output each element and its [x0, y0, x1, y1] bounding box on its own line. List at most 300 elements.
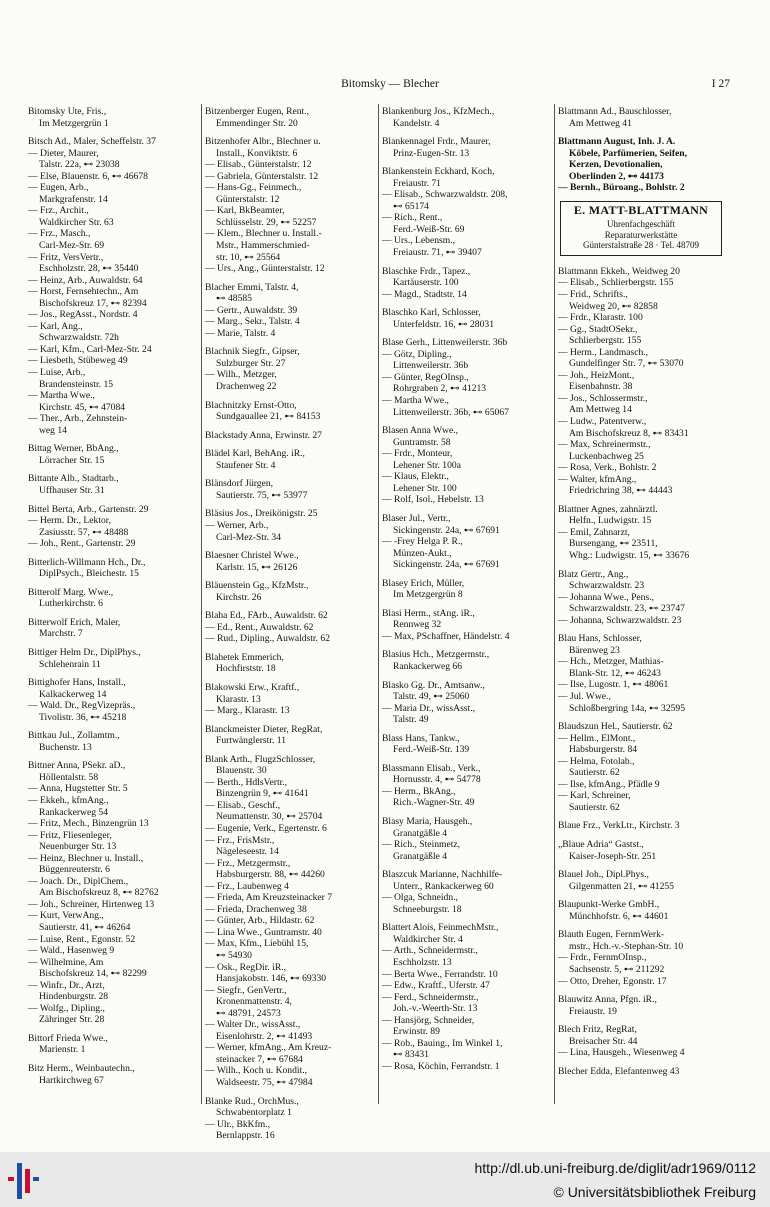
entry-line: — Fritz, Mech., Binzengrün 13: [28, 818, 149, 830]
entry-line: Gilgenmatten 21, ⊷ 41255: [569, 880, 674, 892]
entry-line: Talstr. 22a, ⊷ 23038: [39, 159, 120, 171]
entry-line: — Joh., HeizMont.,: [558, 369, 635, 381]
entry-line: — Hans-Gg., Feinmech.,: [205, 182, 302, 194]
entry-line: — Frz., Masch.,: [28, 228, 91, 240]
entry-line: Blankennagel Frdr., Maurer,: [382, 136, 491, 148]
entry-line: Bittel Berta, Arb., Gartenstr. 29: [28, 503, 149, 515]
column-rule: [554, 104, 555, 1104]
entry-line: — Werner, Arb.,: [205, 519, 269, 531]
entry-line: Habsburgerstr. 84: [569, 744, 638, 756]
column-4-top: [558, 106, 728, 194]
entry-line: Hansjakobstr. 146, ⊷ 69330: [216, 973, 327, 985]
entry-line: — Eugenie, Verk., Egertenstr. 6: [205, 822, 327, 834]
entry-line: Eisenbahnstr. 38: [569, 381, 633, 393]
entry-line: — Horst, Fernsehtechn., Am: [28, 286, 139, 298]
entry-line: Neuenburger Str. 13: [39, 841, 117, 853]
entry-line: Münchhofstr. 6, ⊷ 44601: [569, 910, 669, 922]
entry-line: — Ferd., Schneidermstr.,: [382, 991, 479, 1003]
entry-line: Weidweg 20, ⊷ 82858: [569, 300, 658, 312]
entry-line: — Ilse, Lugostr. 1, ⊷ 48061: [558, 679, 669, 691]
entry-line: Rennweg 32: [393, 619, 442, 631]
directory-entry: [558, 633, 728, 714]
directory-entry: [382, 763, 552, 809]
directory-entry: [558, 820, 728, 832]
entry-line: Blasi Herm., stAng. iR.,: [382, 607, 475, 619]
entry-line: Bittighofer Hans, Install.,: [28, 677, 126, 689]
entry-line: — Ther., Arb., Zehnstein-: [28, 413, 128, 425]
directory-entry: [382, 680, 552, 726]
entry-line: Littenweilerstr. 36b, ⊷ 65067: [393, 406, 509, 418]
entry-line: Sautierstr. 75, ⊷ 53977: [216, 489, 308, 501]
entry-line: — Frdr., Klarastr. 100: [558, 312, 643, 324]
entry-line: — Wald., Hasenweg 9: [28, 945, 115, 957]
entry-line: — Helma, Fotolab.,: [558, 755, 635, 767]
entry-line: Höllentalstr. 58: [39, 771, 99, 783]
entry-line: — Wilh., Metzger,: [205, 369, 277, 381]
ub-freiburg-logo-icon: [6, 1161, 40, 1201]
entry-line: — Johanna Wwe., Pens.,: [558, 591, 655, 603]
column-4: [558, 106, 728, 1084]
entry-line: Neumattenstr. 30, ⊷ 25704: [216, 811, 323, 823]
directory-entry: [205, 652, 375, 675]
ad-line: Reparaturwerkstätte: [604, 229, 678, 240]
entry-line: — Ulr., BkKfm.,: [205, 1118, 271, 1130]
entry-line: Brandensteinstr. 15: [39, 378, 114, 390]
entry-line: Blahetek Emmerich,: [205, 651, 284, 663]
page-number: I 27: [711, 78, 730, 90]
entry-line: Am Mettweg 41: [569, 117, 632, 129]
entry-line: Emmendinger Str. 20: [216, 117, 298, 129]
directory-entry: [558, 1024, 728, 1059]
entry-line: — Bernh., Büroang., Bohlstr. 2: [558, 182, 685, 194]
entry-line: Talstr. 49: [393, 714, 429, 726]
entry-line: Talstr. 49, ⊷ 25060: [393, 691, 470, 703]
entry-line: — Joh., Rent., Gartenstr. 29: [28, 538, 136, 550]
entry-line: Helfn., Ludwigstr. 15: [569, 515, 652, 527]
directory-entry: [558, 1066, 728, 1078]
entry-line: — Hch., Metzger, Mathias-: [558, 656, 664, 668]
column-rule: [201, 104, 202, 1104]
entry-line: — Ilse, kfmAng., Pfädle 9: [558, 778, 660, 790]
entry-line: — Fritz, Fliesenleger,: [28, 829, 112, 841]
entry-line: ⊷ 54930: [216, 950, 252, 961]
entry-line: — Herm. Dr., Lektor,: [28, 515, 112, 527]
entry-line: — Hellm., ElMont.,: [558, 732, 636, 744]
entry-line: Bittorf Frieda Wwe.,: [28, 1032, 108, 1044]
entry-line: Im Metzgergrün 1: [39, 117, 109, 129]
entry-line: — Herm., Landmasch.,: [558, 346, 649, 358]
entry-line: — Gg., StadtOSekr.,: [558, 323, 638, 335]
entry-line: Bitz Herm., Weinbautechn.,: [28, 1063, 135, 1075]
entry-line: — Berta Wwe., Ferrandstr. 10: [382, 968, 498, 980]
entry-line: Gundelfinger Str. 7, ⊷ 53070: [569, 358, 684, 370]
entry-line: Freiaustr. 71, ⊷ 39407: [393, 247, 482, 259]
entry-line: — Ed., Rent., Auwaldstr. 62: [205, 621, 314, 633]
entry-line: — Gertr., Auwaldstr. 39: [205, 304, 298, 316]
entry-line: steinacker 7, ⊷ 67684: [216, 1053, 303, 1065]
entry-line: — Lina, Hausgeh., Wiesenweg 4: [558, 1047, 685, 1059]
entry-line: Kartäuserstr. 100: [393, 277, 459, 289]
entry-line: Blank Arth., FlugzSchlosser,: [205, 753, 316, 765]
directory-entry: [28, 647, 198, 670]
entry-line: — Karl, Kfm., Carl-Mez-Str. 24: [28, 343, 152, 355]
entry-line: Kalkackerweg 14: [39, 688, 107, 700]
entry-line: — Luise, Rent., Egonstr. 52: [28, 933, 136, 945]
entry-line: — Ludw., Patentverw.,: [558, 415, 647, 427]
directory-entry: [205, 610, 375, 645]
entry-line: Blädel Karl, BehAng. iR.,: [205, 448, 305, 460]
entry-line: Bitzenhofer Albr., Blechner u.: [205, 136, 321, 148]
entry-line: Bitzenberger Eugen, Rent.,: [205, 106, 309, 117]
entry-line: Bischofskreuz 14, ⊷ 82299: [39, 968, 147, 980]
entry-line: Schlüsselstr. 29, ⊷ 52257: [216, 216, 317, 228]
directory-entry: [28, 730, 198, 753]
entry-line: Sautierstr. 62: [569, 801, 620, 813]
entry-line: — Marg., Klarastr. 13: [205, 705, 290, 717]
directory-entry: [28, 504, 198, 550]
entry-line: ⊷ 48791, 24573: [216, 1007, 281, 1019]
entry-line: — Wald. Dr., RegVizepräs.,: [28, 700, 136, 712]
directory-entry: [205, 724, 375, 747]
entry-line: — Ekkeh., kfmAng.,: [28, 794, 109, 806]
directory-entry: [382, 106, 552, 129]
entry-line: — Max, Schreinermstr.,: [558, 439, 651, 451]
entry-line: Zähringer Str. 28: [39, 1014, 105, 1026]
entry-line: Im Metzgergrün 8: [393, 589, 463, 601]
entry-line: Marienstr. 1: [39, 1044, 86, 1056]
directory-entry: [382, 922, 552, 1072]
entry-line: — Götz, Dipling.,: [382, 348, 452, 360]
entry-line: Zasiusstr. 57, ⊷ 48488: [39, 526, 129, 538]
entry-line: — Joach. Dr., DiplChem.,: [28, 875, 129, 887]
directory-entry: [28, 677, 198, 723]
directory-entry: [558, 504, 728, 562]
entry-line: Sulzburger Str. 27: [216, 357, 286, 369]
entry-line: Blacher Emmi, Talstr. 4,: [205, 281, 299, 293]
source-url[interactable]: http://dl.ub.uni-freiburg.de/diglit/adr1969/0112: [474, 1160, 756, 1176]
entry-line: Am Mettweg 14: [569, 404, 632, 416]
entry-line: Waldkircher Str. 4: [393, 933, 463, 945]
entry-line: Kirchstr. 45, ⊷ 47084: [39, 401, 126, 413]
entry-line: Staufener Str. 4: [216, 459, 276, 471]
entry-line: Granatgäßle 4: [393, 827, 448, 839]
directory-entry: [28, 587, 198, 610]
column-rule: [378, 104, 379, 1104]
entry-line: Hornusstr. 4, ⊷ 54778: [393, 774, 481, 786]
entry-line: — Max, Kfm., Liebühl 15,: [205, 938, 309, 950]
entry-line: Blasy Maria, Hausgeh.,: [382, 815, 473, 827]
entry-line: — Heinz, Arb., Auwaldstr. 64: [28, 274, 143, 286]
entry-line: Freiaustr. 19: [569, 1005, 617, 1017]
entry-line: — Rich., Steinmetz,: [382, 839, 461, 851]
entry-line: Blassmann Elisab., Verk.,: [382, 762, 481, 774]
entry-line: — Wolfg., Dipling.,: [28, 1002, 105, 1014]
entry-line: Rankackerweg 54: [39, 806, 108, 818]
directory-entry: [382, 733, 552, 756]
directory-entry: [558, 569, 728, 627]
entry-line: Schlierbergstr. 155: [569, 335, 642, 347]
directory-entry: [205, 550, 375, 573]
entry-line: — Dieter, Maurer,: [28, 147, 99, 159]
entry-line: Bittante Alb., Stadtarb.,: [28, 473, 119, 485]
entry-line: mstr., Hch.-v.-Stephan-Str. 10: [569, 940, 684, 952]
entry-line: — Jul. Wwe.,: [558, 691, 611, 703]
entry-line: — Magd., Stadtstr. 14: [382, 288, 467, 300]
directory-entry: [205, 508, 375, 543]
entry-line: Bläsius Jos., Dreikönigstr. 25: [205, 508, 318, 520]
entry-line: — Martha Wwe.,: [28, 390, 95, 402]
entry-line: Binzengrün 9, ⊷ 41641: [216, 788, 309, 800]
entry-line: Kerzen, Devotionalien,: [569, 159, 663, 171]
entry-line: str. 10, ⊷ 25564: [216, 251, 281, 263]
entry-line: — Heinz, Blechner u. Install.,: [28, 852, 144, 864]
directory-entry: [382, 869, 552, 915]
entry-line: — Gabriela, Günterstalstr. 12: [205, 170, 319, 182]
entry-line: Blank-Str. 12, ⊷ 46243: [569, 667, 661, 679]
entry-line: Münzen-Aukt.,: [393, 547, 452, 559]
entry-line: — Frieda, Am Kreuzsteinacker 7: [205, 892, 333, 904]
entry-line: Sautierstr. 62: [569, 767, 620, 779]
directory-entry: [382, 266, 552, 301]
entry-line: — Frdr., Monteur,: [382, 448, 453, 460]
entry-line: Schwarzwaldstr. 23: [569, 580, 645, 592]
entry-line: Blauel Joh., Dipl.Phys.,: [558, 869, 649, 881]
entry-line: Rich.-Wagner-Str. 49: [393, 797, 475, 809]
entry-line: Blatz Gertr., Ang.,: [558, 568, 629, 580]
directory-entry: [205, 1096, 375, 1142]
entry-line: Blasko Gg. Dr., Amtsanw.,: [382, 679, 485, 691]
entry-line: Unterr., Rankackerweg 60: [393, 880, 494, 892]
directory-entry: [28, 1063, 198, 1086]
entry-line: Freiaustr. 71: [393, 177, 441, 189]
directory-entry: [382, 578, 552, 601]
entry-line: Blaue Frz., VerkLtr., Kirchstr. 3: [558, 820, 680, 832]
column-4-bottom: [558, 266, 728, 1077]
entry-line: Blankenburg Jos., KfzMech.,: [382, 106, 495, 117]
entry-line: Blasey Erich, Müller,: [382, 577, 465, 589]
directory-entry: [382, 166, 552, 258]
entry-line: Hartkirchweg 67: [39, 1074, 104, 1086]
ad-title: E. MATT-BLATTMANN: [573, 202, 709, 217]
entry-line: Klarastr. 13: [216, 693, 261, 705]
directory-entry: [205, 754, 375, 1089]
entry-line: Am Bischofskreuz 8, ⊷ 83431: [569, 427, 689, 439]
directory-entry: [28, 443, 198, 466]
entry-line: Uffhauser Str. 31: [39, 484, 105, 496]
entry-line: Nägeleseestr. 14: [216, 846, 279, 858]
entry-line: Karlstr. 15, ⊷ 26126: [216, 561, 298, 573]
directory-entry: [205, 346, 375, 392]
directory-entry: [28, 617, 198, 640]
entry-line: — Rud., Dipling., Auwaldstr. 62: [205, 633, 330, 645]
entry-line: Prinz-Eugen-Str. 13: [393, 147, 470, 159]
entry-line: — Frdr., FernmOInsp.,: [558, 952, 647, 964]
directory-entry: [558, 136, 728, 194]
entry-line: Blattmann August, Inh. J. A.: [558, 136, 676, 148]
entry-line: Erwinstr. 89: [393, 1026, 440, 1038]
entry-line: — Frz., Laubenweg 4: [205, 880, 289, 892]
entry-line: Am Bischofskreuz 8, ⊷ 82762: [39, 887, 159, 899]
entry-line: Bitterlich-Willmann Hch., Dr.,: [28, 556, 146, 568]
entry-line: Blaschko Karl, Schlosser,: [382, 307, 481, 319]
entry-line: — Herm., BkAng.,: [382, 785, 456, 797]
entry-line: — Wilh., Koch u. Kondit.,: [205, 1065, 308, 1077]
entry-line: Blase Gerh., Littenweilerstr. 36b: [382, 337, 508, 349]
entry-line: Kandelstr. 4: [393, 117, 440, 129]
directory-entry: [205, 430, 375, 442]
entry-line: Blaschke Frdr., Tapez.,: [382, 265, 471, 277]
entry-line: — Martha Wwe.,: [382, 395, 449, 407]
directory-entry: [558, 266, 728, 497]
entry-line: — Elisab., Geschf.,: [205, 799, 281, 811]
entry-line: Bernlappstr. 16: [216, 1130, 275, 1142]
directory-entry: [205, 478, 375, 501]
entry-line: Blech Fritz, RegRat,: [558, 1024, 637, 1036]
directory-entry: [382, 649, 552, 672]
entry-line: Blänsdorf Jürgen,: [205, 478, 274, 490]
entry-line: — Karl, Ang.,: [28, 320, 83, 332]
entry-line: Sickingenstr. 24a, ⊷ 67691: [393, 524, 500, 536]
entry-line: Blaupunkt-Werke GmbH.,: [558, 899, 660, 911]
entry-line: Hochfirststr. 18: [216, 663, 276, 675]
directory-entry: [382, 816, 552, 862]
entry-line: Bittag Werner, BbAng.,: [28, 443, 119, 455]
entry-line: Friedrichring 38, ⊷ 44443: [569, 485, 673, 497]
entry-line: Blachnitzky Ernst-Otto,: [205, 399, 297, 411]
entry-line: — Frz., Metzgermstr.,: [205, 857, 291, 869]
entry-line: Lörracher Str. 15: [39, 454, 105, 466]
entry-line: Joh.-v.-Weerth-Str. 13: [393, 1003, 478, 1015]
entry-line: Eisenlohrstr. 2, ⊷ 41493: [216, 1030, 313, 1042]
directory-entry: [382, 307, 552, 330]
entry-line: — Hansjörg, Schneider,: [382, 1014, 475, 1026]
entry-line: Hindenburgstr. 28: [39, 991, 109, 1003]
directory-entry: [558, 899, 728, 922]
entry-line: — Anna, Hugstetter Str. 5: [28, 783, 128, 795]
entry-line: Blattert Alois, FeinmechMstr.,: [382, 922, 499, 934]
entry-line: — Arth., Schneidermstr.,: [382, 945, 478, 957]
entry-line: Blauth Eugen, FernmWerk-: [558, 929, 665, 941]
entry-line: — Klem., Blechner u. Install.-: [205, 228, 322, 240]
directory-entry: [205, 448, 375, 471]
entry-line: Blecher Edda, Elefantenweg 43: [558, 1065, 680, 1077]
directory-entry: [382, 136, 552, 159]
entry-line: Blaha Ed., FArb., Auwaldstr. 62: [205, 610, 328, 622]
entry-line: — Klaus, Elektr.,: [382, 471, 449, 483]
entry-line: „Blaue Adria“ Gastst.,: [558, 839, 644, 851]
entry-line: Kirchstr. 26: [216, 591, 262, 603]
entry-line: Install., Konviktstr. 6: [216, 147, 298, 159]
entry-line: — Werner, kfmAng., Am Kreuz-: [205, 1042, 332, 1054]
entry-line: Lutherkirchstr. 6: [39, 598, 103, 610]
running-head: Bitomsky — Blecher: [341, 78, 439, 90]
entry-line: — Elisab., Schlierbergstr. 155: [558, 277, 674, 289]
entry-line: — Elisab., Schwarzwaldstr. 208,: [382, 189, 508, 201]
entry-line: — Liesbeth, Stübeweg 49: [28, 355, 128, 367]
ad-line: Günterstalstraße 28 · Tel. 48709: [583, 240, 699, 251]
entry-line: Bitsch Ad., Maler, Scheffelstr. 37: [28, 136, 156, 148]
entry-line: — Günter, RegOInsp.,: [382, 371, 469, 383]
entry-line: Furtwänglerstr. 11: [216, 735, 286, 747]
entry-line: DiplPsych., Bleichestr. 15: [39, 568, 139, 580]
entry-line: Breisacher Str. 44: [569, 1035, 638, 1047]
entry-line: Eschholzstr. 13: [393, 957, 452, 968]
entry-line: Bitomsky Ute, Fris.,: [28, 106, 107, 117]
entry-line: — Joh., Schreiner, Hirtenweg 13: [28, 898, 155, 910]
entry-line: — Eugen, Arb.,: [28, 182, 89, 194]
entry-line: — Otto, Dreher, Egonstr. 17: [558, 975, 667, 987]
entry-line: — Emil, Zahnarzt,: [558, 526, 630, 538]
entry-line: Lehener Str. 100: [393, 482, 457, 494]
directory-entry: [382, 425, 552, 506]
directory-entry: [28, 136, 198, 436]
entry-line: — Maria Dr., wissAsst.,: [382, 702, 476, 714]
directory-entry: [558, 839, 728, 862]
entry-line: Blaesner Christel Wwe.,: [205, 550, 299, 562]
entry-line: — Rob., Bauing., Im Winkel 1,: [382, 1037, 503, 1049]
directory-entry: [205, 400, 375, 423]
entry-line: Buchenstr. 13: [39, 741, 92, 753]
directory-entry: [558, 106, 728, 129]
entry-line: Markgrafenstr. 14: [39, 193, 108, 205]
entry-line: Granatgäßle 4: [393, 850, 448, 862]
entry-line: ⊷ 65174: [393, 200, 429, 212]
entry-line: Carl-Mez-Str. 69: [39, 240, 105, 252]
entry-line: Sundgauallee 21, ⊷ 84153: [216, 411, 321, 423]
entry-line: Blasius Hch., Metzgermstr.,: [382, 649, 490, 661]
entry-line: Blauwitz Anna, Pfgn. iR.,: [558, 994, 657, 1006]
entry-line: ⊷ 48585: [216, 293, 252, 305]
entry-line: — Winfr., Dr., Arzt,: [28, 979, 105, 991]
entry-line: Blattmann Ekkeh., Weidweg 20: [558, 265, 680, 277]
copyright-notice: © Universitätsbibliothek Freiburg: [553, 1184, 756, 1200]
entry-line: — Rosa, Köchin, Ferrandstr. 1: [382, 1060, 500, 1072]
entry-line: — Kurt, VerwAng.,: [28, 910, 104, 922]
entry-line: — Johanna, Schwarzwaldstr. 23: [558, 614, 682, 626]
entry-line: Köbele, Parfümerien, Seifen,: [569, 147, 688, 159]
entry-line: weg 14: [39, 424, 67, 436]
entry-line: Blanke Rud., OrchMus.,: [205, 1095, 299, 1107]
column-3: [382, 106, 552, 1079]
entry-line: — Lina Wwe., Guntramstr. 40: [205, 926, 322, 938]
entry-line: — Elisab., Günterstalstr. 12: [205, 159, 312, 171]
directory-entry: [28, 473, 198, 496]
entry-line: Ferd.-Weiß-Str. 69: [393, 223, 465, 235]
entry-line: Rankackerweg 66: [393, 660, 462, 672]
directory-entry: [205, 136, 375, 275]
entry-line: Blattner Agnes, zahnärztl.: [558, 503, 658, 515]
entry-line: Guntramstr. 58: [393, 436, 451, 448]
entry-line: — Rolf, Isol., Hebelstr. 13: [382, 494, 484, 506]
entry-line: — Olga, Schneidn.,: [382, 892, 458, 904]
entry-line: — Jos., Schlossermstr.,: [558, 392, 648, 404]
entry-line: Tivolistr. 36, ⊷ 45218: [39, 711, 127, 723]
entry-line: Blakowski Erw., Kraftf.,: [205, 681, 300, 693]
entry-line: — Jos., RegAsst., Nordstr. 4: [28, 309, 138, 321]
directory-entry: [382, 513, 552, 571]
entry-line: — Walter, kfmAng.,: [558, 473, 637, 485]
entry-line: Blankenstein Eckhard, Koch,: [382, 166, 495, 178]
entry-line: Habsburgerstr. 88, ⊷ 44260: [216, 869, 325, 881]
entry-line: — Luise, Arb.,: [28, 367, 86, 379]
directory-entry: [205, 106, 375, 129]
entry-line: Günterstalstr. 12: [216, 193, 280, 205]
entry-line: Blaser Jul., Vertr.,: [382, 512, 451, 524]
entry-line: — Günter, Arb., Hildastr. 62: [205, 915, 315, 927]
entry-line: Sachsenstr. 5, ⊷ 211292: [569, 963, 665, 975]
entry-line: Büggenreuterstr. 6: [39, 864, 110, 876]
entry-line: Bittner Anna, PSekr. aD.,: [28, 760, 126, 772]
